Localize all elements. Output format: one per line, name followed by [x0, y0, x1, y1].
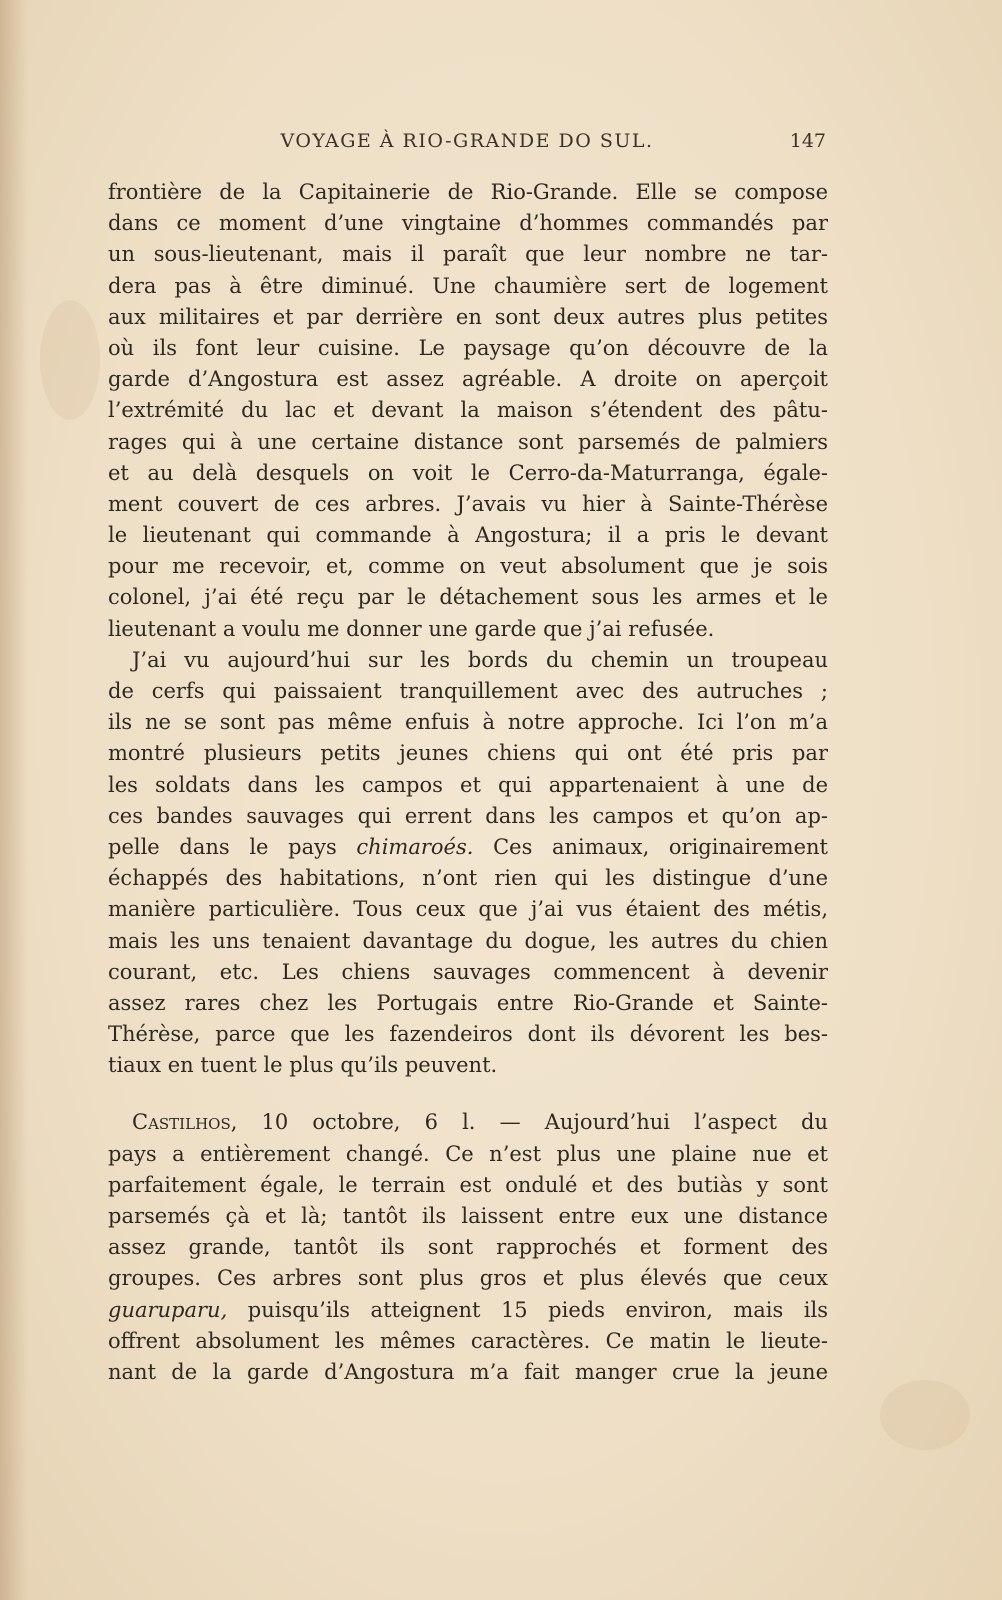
text-line: et au delà desquels on voit le Cerro-da-Maturranga, égale- [108, 460, 828, 485]
text-line [108, 1295, 828, 1326]
text-line: offrent absolument les mêmes caractères. Ce matin le lieute- [108, 1328, 828, 1353]
text-line: rages qui à une certaine distance sont parsemés de palmiers [108, 429, 828, 454]
text-line: aux militaires et par derrière en sont deux autres plus petites [108, 304, 828, 329]
text-line: ils ne se sont pas même enfuis à notre approche. Ici l’on m’a [108, 710, 828, 735]
paragraph [108, 177, 828, 645]
text-run: puisqu’ils atteignent 15 pieds environ, mais ils [227, 1297, 828, 1322]
text-line: parsemés çà et là; tantôt ils laissent entre eux une distance [108, 1204, 828, 1228]
page-header [108, 130, 826, 160]
text-line [108, 832, 828, 863]
text-line: garde d’Angostura est assez agréable. A droite on aperçoit [108, 367, 828, 392]
text-run: Ces animaux, originairement [473, 834, 828, 859]
italic-term: chimaroés. [356, 834, 474, 859]
paper-stain [880, 1380, 970, 1450]
italic-term: guaruparu, [108, 1297, 228, 1322]
text-line: ces bandes sauvages qui errent dans les campos et qu’on ap- [108, 803, 828, 828]
running-title: VOYAGE À RIO-GRANDE DO SUL. [280, 130, 654, 152]
text-line: assez grande, tantôt ils sont rapprochés et forment des [108, 1235, 828, 1260]
text-line: tiaux en tuent le plus qu’ils peuvent. [108, 1053, 498, 1078]
text-line: dera pas à être diminué. Une chaumière sert de logement [108, 273, 828, 298]
text-line: frontière de la Capitainerie de Rio-Grande. Elle se compose [108, 180, 828, 204]
text-line: où ils font leur cuisine. Le paysage qu’on découvre de la [108, 335, 828, 360]
text-line [108, 1107, 828, 1138]
section-gap [108, 1081, 828, 1107]
text-line: parfaitement égale, le terrain est ondulé et des butiàs y sont [108, 1172, 828, 1197]
text-line: l’extrémité du lac et devant la maison s’étendent des pâtu- [108, 398, 828, 423]
text-line: pays a entièrement changé. Ce n’est plus une plaine nue et [108, 1141, 828, 1166]
page-number: 147 [789, 130, 826, 152]
text-line: lieutenant a voulu me donner une garde que j’ai refusée. [108, 616, 715, 641]
text-line: assez rares chez les Portugais entre Rio-Grande et Sainte- [108, 990, 828, 1015]
text-line: nant de la garde d’Angostura m’a fait manger crue la jeune [108, 1359, 828, 1384]
text-line: montré plusieurs petits jeunes chiens qui ont été pris par [108, 741, 828, 766]
text-line: courant, etc. Les chiens sauvages commencent à devenir [108, 959, 828, 984]
text-line: ment couvert de ces arbres. J’avais vu hier à Sainte-Thérèse [108, 491, 828, 516]
text-line: J’ai vu aujourd’hui sur les bords du chemin un troupeau [132, 647, 828, 672]
text-line: pour me recevoir, et, comme on veut absolument que je sois [108, 554, 828, 579]
text-line: groupes. Ces arbres sont plus gros et plus élevés que ceux [108, 1266, 828, 1291]
paragraph [108, 1107, 828, 1388]
paragraph [108, 645, 828, 1082]
text-line: mais les uns tenaient davantage du dogue, les autres du chien [108, 928, 828, 953]
text-line: manière particulière. Tous ceux que j’ai vus étaient des métis, [108, 897, 828, 922]
paper-stain [40, 300, 100, 420]
text-line: dans ce moment d’une vingtaine d’hommes commandés par [108, 211, 828, 236]
text-line: le lieutenant qui commande à Angostura; il a pris le devant [108, 523, 828, 548]
page-edge-shadow [0, 0, 28, 1600]
body-text [108, 177, 828, 1388]
text-line: Thérèse, parce que les fazendeiros dont ils dévorent les bes- [108, 1022, 828, 1047]
place-name: Castilhos, [132, 1110, 238, 1135]
text-line: un sous-lieutenant, mais il paraît que leur nombre ne tar- [108, 242, 828, 267]
text-run: pelle dans le pays [108, 834, 357, 859]
text-line: échappés des habitations, n’ont rien qui les distingue d’une [108, 866, 828, 891]
text-line: colonel, j’ai été reçu par le détachement sous les armes et le [108, 585, 828, 610]
text-run: 10 octobre, 6 l. — Aujourd’hui l’aspect du [237, 1110, 828, 1135]
text-line: les soldats dans les campos et qui appartenaient à une de [108, 772, 828, 797]
text-line: de cerfs qui paissaient tranquillement avec des autruches ; [108, 679, 828, 703]
